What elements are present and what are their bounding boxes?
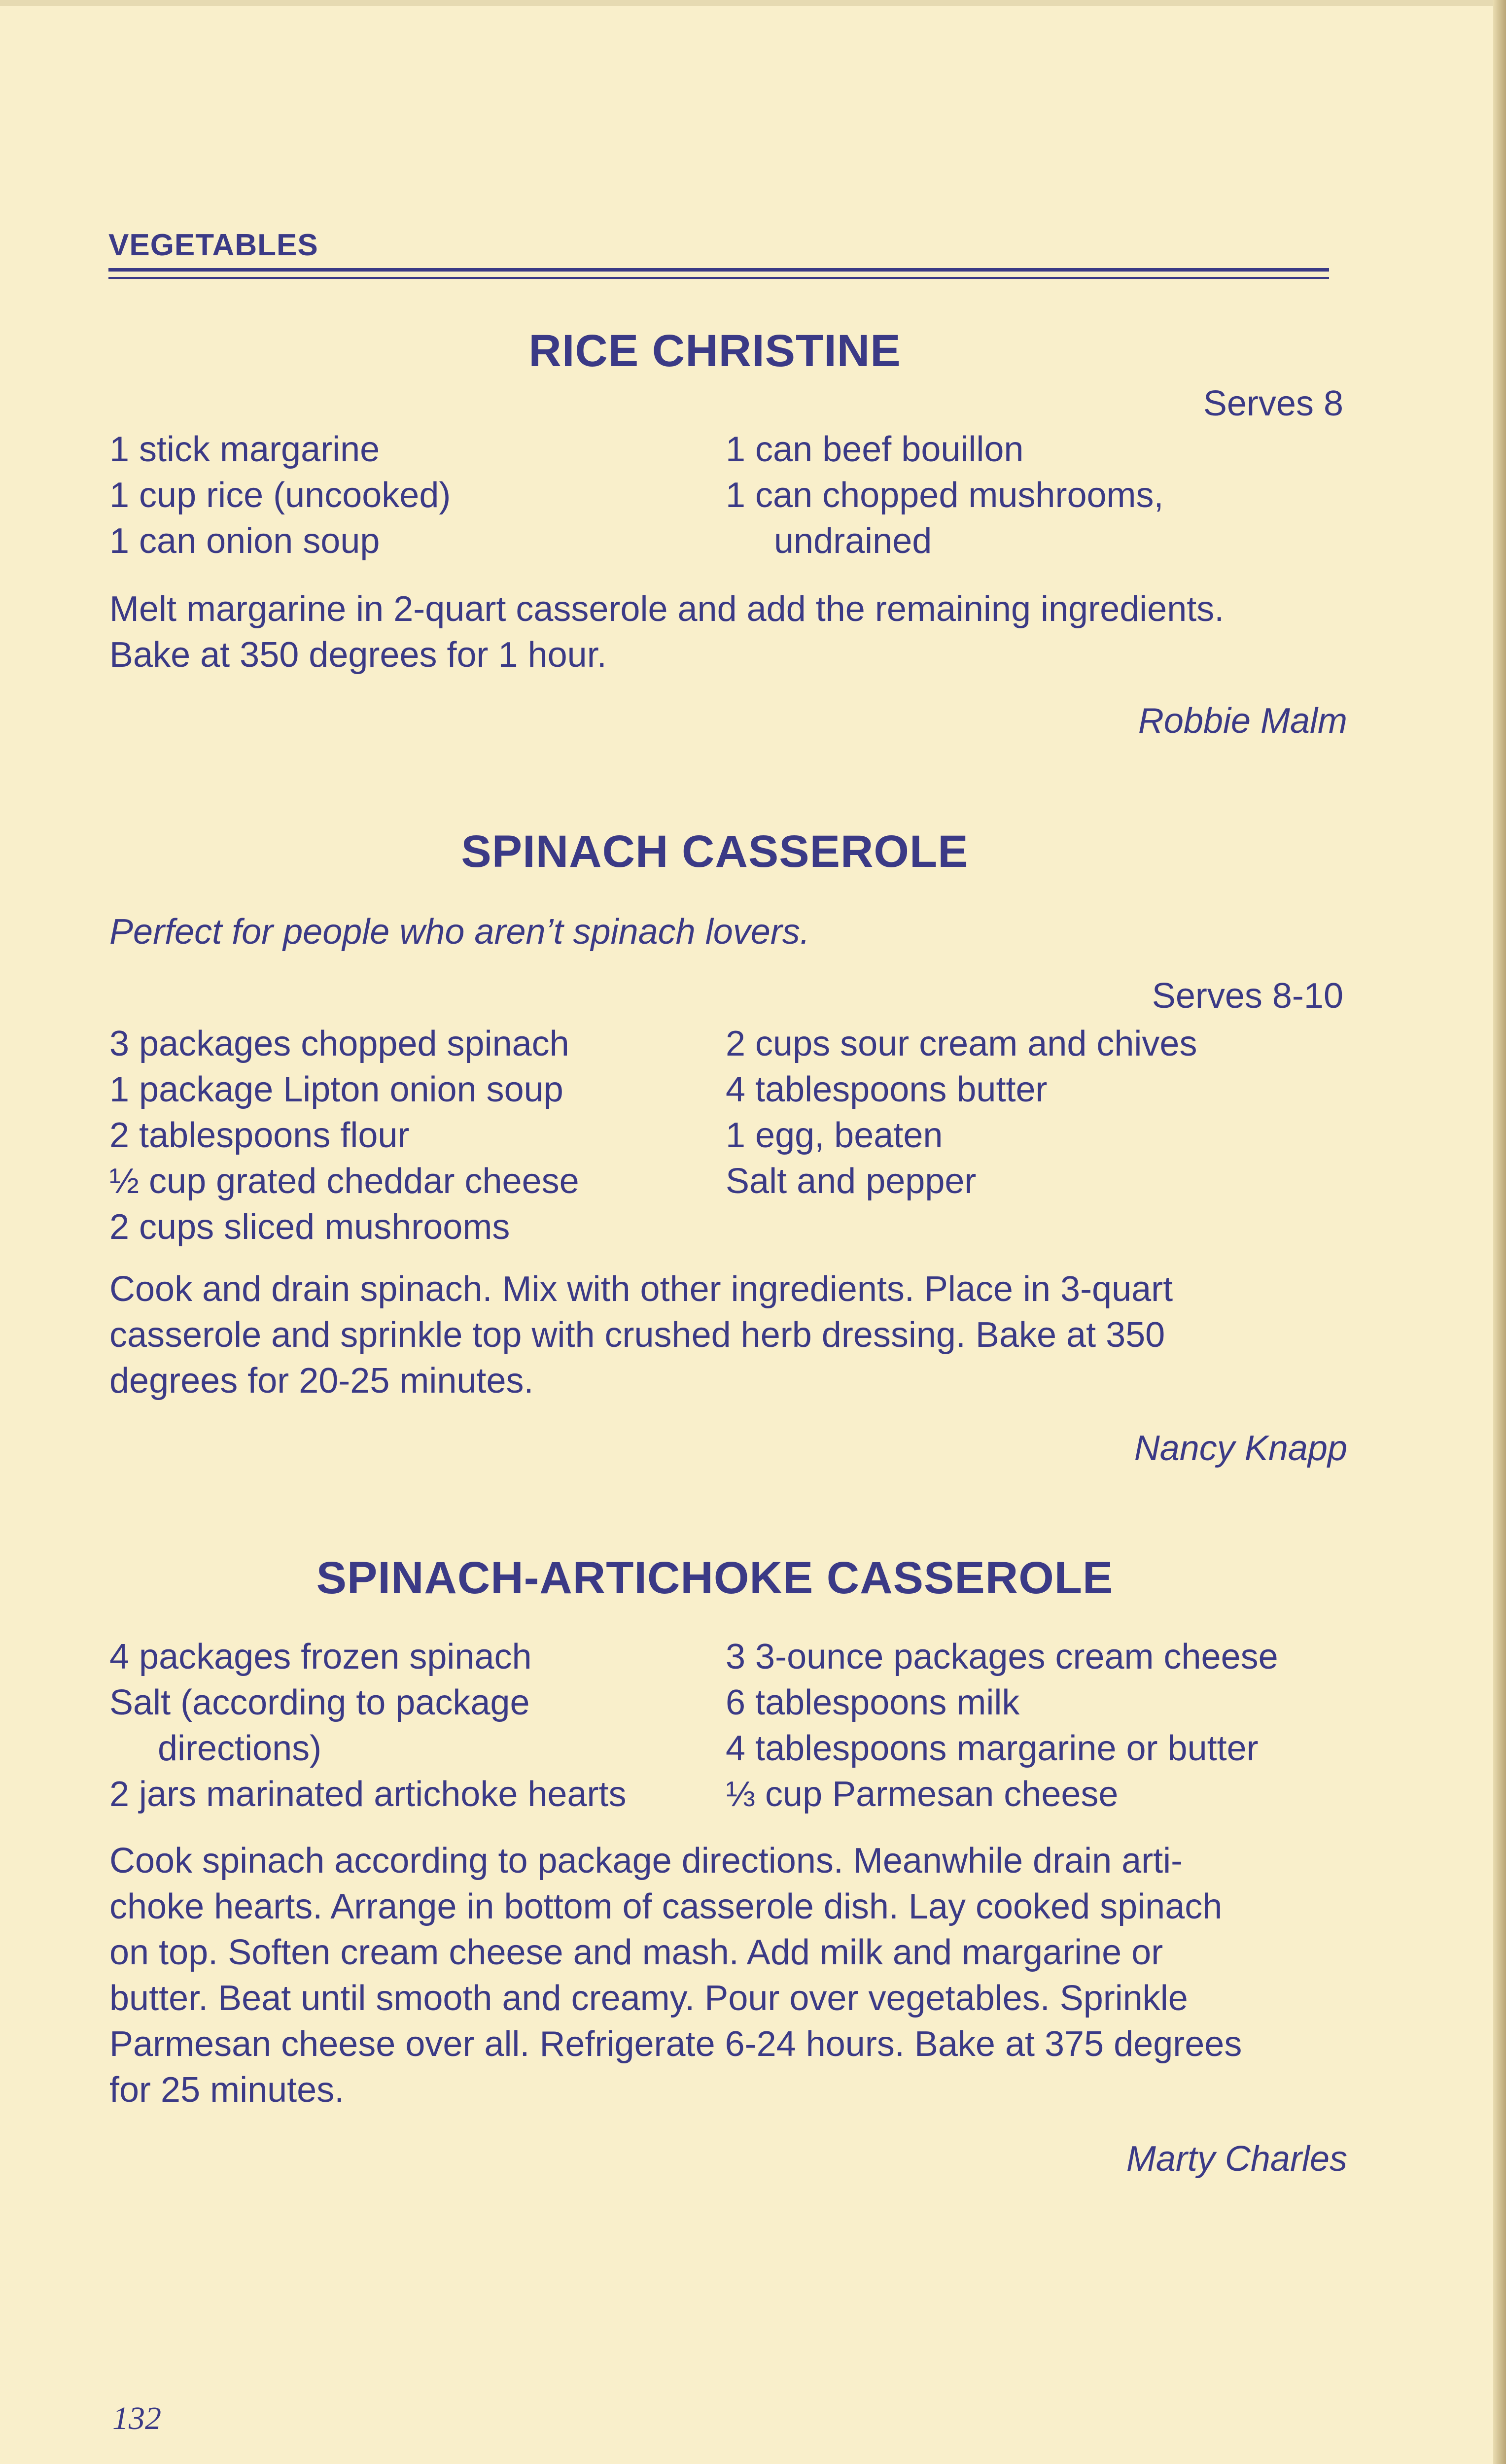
spiral-binding-edge: [1493, 0, 1506, 2464]
ingredient: 3 packages chopped spinach: [109, 1024, 569, 1063]
ingredient: ⅓ cup Parmesan cheese: [726, 1775, 1119, 1814]
ingredient: 1 can beef bouillon: [726, 430, 1024, 469]
ingredient: 1 package Lipton onion soup: [109, 1070, 563, 1109]
ingredient: 1 can onion soup: [109, 521, 380, 561]
ingredients-left: [109, 1021, 579, 1250]
recipe-serves: Serves 8-10: [1152, 976, 1343, 1016]
ingredient: 4 tablespoons butter: [726, 1070, 1048, 1109]
directions-line: degrees for 20-25 minutes.: [109, 1361, 534, 1401]
ingredient: 2 tablespoons flour: [109, 1116, 410, 1155]
ingredient: 4 tablespoons margarine or butter: [726, 1729, 1259, 1768]
ingredients-left: [109, 1634, 627, 1817]
ingredient: 2 cups sour cream and chives: [726, 1024, 1197, 1063]
recipe-title: SPINACH CASSEROLE: [461, 826, 969, 877]
ingredient: 1 egg, beaten: [726, 1116, 943, 1155]
recipe-title: RICE CHRISTINE: [528, 326, 901, 376]
ingredient: 4 packages frozen spinach: [109, 1637, 532, 1677]
directions-line: Melt margarine in 2-quart casserole and add the remaining ingredients.: [109, 589, 1225, 629]
recipe-author: Nancy Knapp: [1134, 1429, 1347, 1468]
directions-line: choke hearts. Arrange in bottom of casserole dish. Lay cooked spinach: [109, 1887, 1223, 1926]
ingredient: Salt and pepper: [726, 1162, 977, 1201]
ingredient: 1 cup rice (uncooked): [109, 476, 451, 515]
ingredient: 6 tablespoons milk: [726, 1683, 1020, 1722]
ingredient: 1 can chopped mushrooms,: [726, 476, 1164, 515]
directions-line: Bake at 350 degrees for 1 hour.: [109, 635, 607, 675]
ingredient: undrained: [774, 521, 932, 561]
directions-line: Cook spinach according to package directions. Meanwhile drain arti-: [109, 1841, 1183, 1881]
recipe-directions: [109, 586, 1352, 678]
directions-line: casserole and sprinkle top with crushed herb dressing. Bake at 350: [109, 1315, 1165, 1355]
ingredient: directions): [158, 1729, 322, 1768]
page-number: 132: [112, 2400, 161, 2436]
ingredient: 3 3-ounce packages cream cheese: [726, 1637, 1278, 1677]
ingredients-right: [726, 1021, 1197, 1204]
header-rule-thin: [108, 277, 1329, 279]
recipe-title: SPINACH-ARTICHOKE CASSEROLE: [316, 1553, 1114, 1603]
ingredients-right: [726, 1634, 1278, 1817]
recipe-author: Robbie Malm: [1138, 701, 1347, 741]
directions-line: for 25 minutes.: [109, 2070, 345, 2110]
ingredient: ½ cup grated cheddar cheese: [109, 1162, 579, 1201]
directions-line: on top. Soften cream cheese and mash. Add milk and margarine or: [109, 1933, 1163, 1972]
ingredient: 2 jars marinated artichoke hearts: [109, 1775, 627, 1814]
recipe-note: Perfect for people who aren’t spinach lovers.: [109, 912, 810, 952]
recipe-directions: [109, 1266, 1352, 1404]
directions-line: butter. Beat until smooth and creamy. Pour over vegetables. Sprinkle: [109, 1979, 1188, 2018]
directions-line: Cook and drain spinach. Mix with other ingredients. Place in 3-quart: [109, 1269, 1173, 1309]
directions-line: Parmesan cheese over all. Refrigerate 6-24 hours. Bake at 375 degrees: [109, 2024, 1242, 2064]
ingredients-left: [109, 427, 451, 564]
ingredient: Salt (according to package: [109, 1683, 530, 1722]
recipe-directions: [109, 1838, 1352, 2113]
recipe-serves: Serves 8: [1203, 384, 1343, 423]
ingredients-right: [726, 427, 1164, 564]
recipe-author: Marty Charles: [1126, 2139, 1347, 2179]
ingredient: 1 stick margarine: [109, 430, 380, 469]
page-top-edge: [0, 0, 1506, 6]
ingredient: 2 cups sliced mushrooms: [109, 1207, 510, 1247]
section-header: VEGETABLES: [108, 228, 318, 262]
header-rule-thick: [108, 268, 1329, 272]
